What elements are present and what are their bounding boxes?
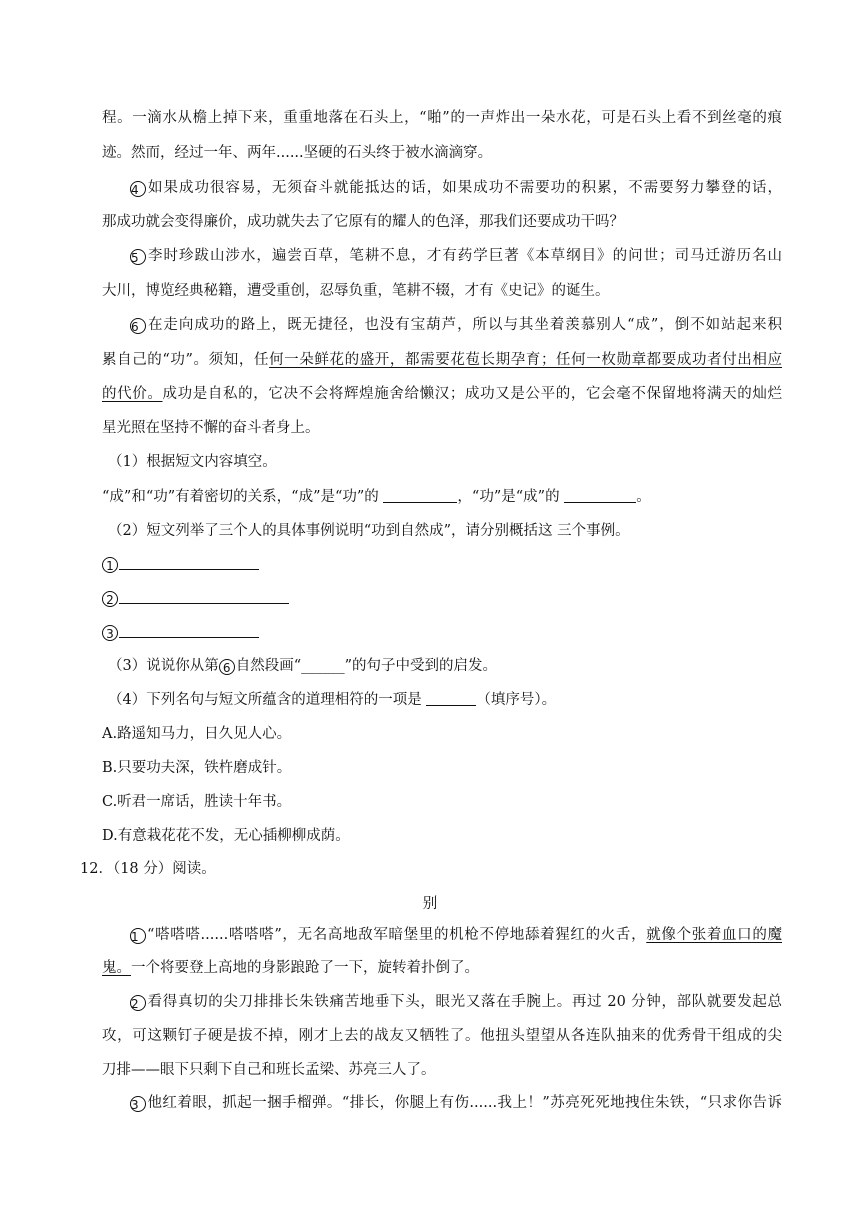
option-c: C.听君一席话，胜读十年书。 [102, 794, 292, 810]
question-1: （1）根据短文内容填空。 [108, 454, 277, 470]
item-number: 1 [102, 557, 118, 573]
paragraph-6-line-4: 星光照在坚持不懈的奋斗者身上。 [102, 420, 320, 436]
item-number: 2 [102, 591, 118, 607]
question-1-fill [102, 487, 782, 507]
paragraph-6-line-2 [102, 350, 782, 370]
option-b: B.只要功夫深，铁杵磨成针。 [102, 760, 292, 776]
paragraph-number: 4 [130, 181, 146, 197]
question-12-header: 12．（18 分）阅读。 [80, 861, 216, 877]
question-4-text-a: （4）下列名句与短文所蕴含的道理相符的一项是 [108, 692, 422, 708]
paragraph-text: “嗒嗒嗒......嗒嗒嗒”，无名高地敌军暗堡里的机枪不停地舔着猩红的火舌， [147, 927, 647, 943]
paragraph-6-line-3 [102, 384, 782, 404]
question-2-answer-3 [102, 622, 782, 642]
question-2: （2）短文列举了三个人的具体事例说明“功到自然成”，请分别概括这 三个事例。 [108, 523, 630, 539]
answer-blank-q4[interactable] [426, 691, 476, 706]
paragraph-text: 李时珍跋山涉水，遍尝百草，笔耕不息，才有药学巨著《本草纲目》的问世；司马迁游历名山 [147, 248, 782, 264]
paragraph-5-line-1 [130, 246, 782, 266]
paragraph-3-tail-line-1: 程。一滴水从檐上掉下来，重重地落在石头上，“啪”的一声炸出一朵水花，可是石头上看不到丝毫的痕 [102, 110, 782, 126]
passage-title: 别 [422, 896, 438, 912]
paragraph-text: 累自己的“功”。须知，任 [102, 352, 270, 368]
fill-text-end: 。 [636, 489, 651, 505]
underlined-sentence: 鬼。 [102, 960, 131, 976]
underlined-sentence: 的代价。 [102, 386, 163, 402]
paragraph-4-line-1 [130, 178, 782, 198]
paragraph-text: 成功是自私的，它决不会将辉煌施舍给懒汉；成功又是公平的，它会毫不保留地将满天的灿烂 [162, 386, 782, 402]
story-paragraph-1-line-1 [130, 925, 782, 945]
paragraph-text: 他红着眼，抓起一捆手榴弹。“排长，你腿上有伤......我上！”苏亮死死地拽住朱铁，“只求你告诉 [147, 1095, 782, 1111]
option-a: A.路遥知马力，日久见人心。 [102, 726, 292, 742]
underlined-sentence: 就像个张着血口的魔 [646, 927, 783, 943]
answer-blank-1[interactable] [383, 488, 457, 503]
paragraph-5-line-2: 大川，博览经典秘籍，遭受重创，忍辱负重，笔耕不辍，才有《史记》的诞生。 [102, 283, 610, 299]
question-3-text-a: （3）说说你从第 [108, 658, 219, 674]
fill-text-a: “成”和“功”有着密切的关系，“成”是“功”的 [102, 489, 379, 505]
question-4 [108, 690, 788, 710]
paragraph-4-line-2: 那成功就会变得廉价，成功就失去了它原有的耀人的色泽，那我们还要成功干吗？ [102, 214, 624, 230]
answer-line-1[interactable] [119, 555, 259, 570]
paragraph-3-tail-line-2: 迹。然而，经过一年、两年......坚硬的石头终于被水滴滴穿。 [102, 145, 493, 161]
paragraph-text: 一个将要登上高地的身影踉跄了一下，旋转着扑倒了。 [131, 960, 479, 976]
paragraph-text: 如果成功很容易，无须奋斗就能抵达的话，如果成功不需要功的积累，不需要努力攀登的话， [147, 180, 782, 196]
question-2-answer-1 [102, 554, 782, 574]
story-paragraph-2-line-3: 刀排——眼下只剩下自己和班长孟梁、苏亮三人了。 [102, 1062, 436, 1078]
question-3-text-b: 自然段画“______”的句子中受到的启发。 [235, 658, 498, 674]
story-paragraph-2-line-1 [130, 992, 782, 1012]
paragraph-number: 2 [130, 995, 146, 1011]
option-d: D.有意栽花花不发，无心插柳柳成荫。 [102, 828, 350, 844]
question-2-answer-2 [102, 588, 782, 608]
paragraph-number: 6 [130, 318, 146, 334]
answer-line-3[interactable] [119, 623, 259, 638]
paragraph-6-line-1 [130, 315, 782, 335]
answer-line-2[interactable] [119, 589, 289, 604]
paragraph-text: 看得真切的尖刀排排长朱铁痛苦地垂下头，眼光又落在手腕上。再过 20 分钟，部队就要发起总 [147, 994, 782, 1010]
underlined-sentence: 何一朵鲜花的盛开，都需要花苞长期孕育；任何一枚勋章都要成功者付出相应 [269, 352, 783, 368]
paragraph-text: 在走向成功的路上，既无捷径，也没有宝葫芦，所以与其坐着羡慕别人“成”，倒不如站起来积 [147, 317, 782, 333]
story-paragraph-2-line-2: 攻，可这颗钉子硬是拔不掉，刚才上去的战友又牺牲了。他扭头望望从各连队抽来的优秀骨干组成的尖 [102, 1028, 782, 1044]
paragraph-number: 1 [130, 928, 146, 944]
fill-text-b: ，“功”是“成”的 [457, 489, 560, 505]
question-3 [108, 656, 788, 676]
answer-blank-2[interactable] [564, 488, 636, 503]
story-paragraph-3-line-1 [130, 1093, 782, 1113]
paragraph-number: 5 [130, 249, 146, 265]
paragraph-number: 3 [130, 1096, 146, 1112]
question-4-text-b: （填序号）。 [476, 692, 557, 708]
paragraph-number: 6 [219, 659, 235, 675]
story-paragraph-1-line-2 [102, 958, 782, 978]
item-number: 3 [102, 625, 118, 641]
